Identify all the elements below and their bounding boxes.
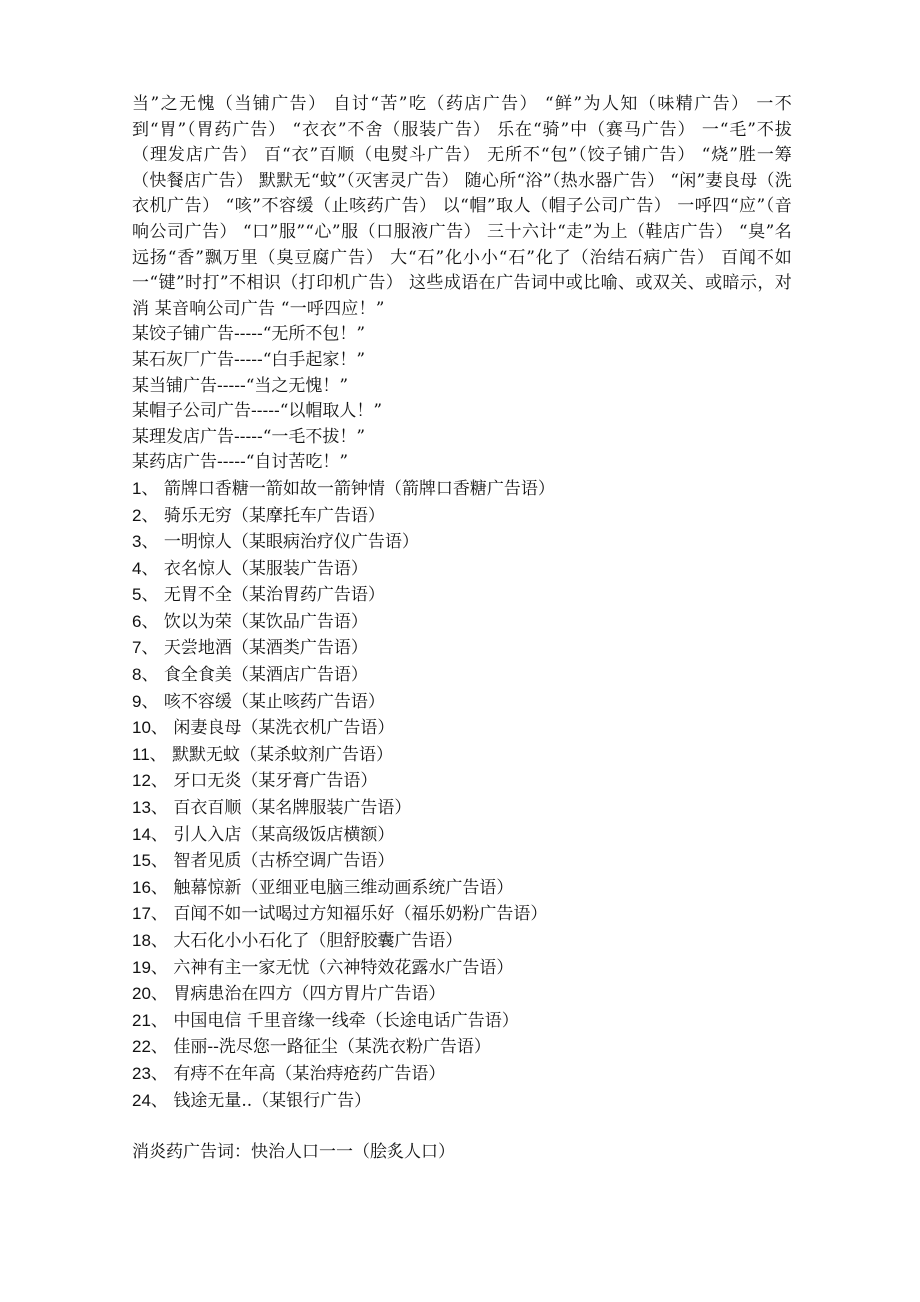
item-text: 百衣百顺（某名牌服装广告语） xyxy=(173,798,412,819)
item-number: 18 xyxy=(132,931,151,950)
item-text: 引人入店（某高级饭店横额） xyxy=(173,824,395,845)
numbered-item xyxy=(132,715,792,742)
item-text: 六神有主一家无忧（六神特效花露水广告语） xyxy=(173,957,514,978)
numbered-item xyxy=(132,609,792,636)
item-number: 2 xyxy=(132,505,142,525)
numbered-item xyxy=(132,795,792,822)
numbered-item xyxy=(132,476,792,503)
shop-slogan: 某当铺广告-----“当之无愧！” xyxy=(132,375,349,396)
item-separator: 、 xyxy=(150,771,174,792)
numbered-item xyxy=(132,1034,792,1061)
item-number: 21 xyxy=(132,1010,151,1030)
item-number: 5 xyxy=(132,585,142,605)
item-text: 牙口无炎（某牙膏广告语） xyxy=(173,771,378,792)
item-separator: 、 xyxy=(150,718,174,739)
item-number: 1 xyxy=(132,478,142,498)
blank-line xyxy=(132,1114,792,1140)
numbered-item xyxy=(132,582,792,609)
shop-slogan: 某药店广告-----“自讨苦吃！” xyxy=(132,452,349,473)
shop-slogan: 某理发店广告-----“一毛不拔！” xyxy=(132,426,366,447)
item-number: 16 xyxy=(132,877,151,897)
numbered-item xyxy=(132,848,792,875)
item-separator: 、 xyxy=(141,691,164,712)
shop-slogan: 某石灰厂广告-----“白手起家！” xyxy=(132,349,366,370)
shop-slogan: 某帽子公司广告-----“以帽取人！” xyxy=(132,401,383,422)
item-number: 10 xyxy=(132,718,151,738)
numbered-item xyxy=(132,981,792,1008)
item-separator: 、 xyxy=(150,1090,174,1111)
document-body xyxy=(132,92,792,1165)
numbered-slogan-list xyxy=(132,476,792,1114)
item-number: 7 xyxy=(132,638,142,658)
item-separator: 、 xyxy=(141,558,164,579)
item-separator: 、 xyxy=(150,877,174,898)
numbered-item xyxy=(132,689,792,716)
item-number: 15 xyxy=(132,851,151,871)
item-text: 无胃不全（某治胃药广告语） xyxy=(163,585,385,606)
item-text: 触幕惊新（亚细亚电脑三维动画系统广告语） xyxy=(173,877,514,898)
numbered-item xyxy=(132,928,792,955)
item-number: 24 xyxy=(132,1090,151,1110)
numbered-item xyxy=(132,875,792,902)
item-number: 14 xyxy=(132,824,151,844)
numbered-item xyxy=(132,1088,792,1115)
item-separator: 、 xyxy=(150,824,174,845)
item-text: 食全食美（某酒店广告语） xyxy=(163,665,368,686)
item-number: 22 xyxy=(132,1037,151,1057)
item-text: 胃病患治在四方（四方胃片广告语） xyxy=(173,984,446,1005)
item-separator: 、 xyxy=(141,585,164,606)
item-separator: 、 xyxy=(150,1010,174,1031)
item-separator: 、 xyxy=(141,638,164,659)
numbered-item xyxy=(132,1061,792,1088)
numbered-item xyxy=(132,955,792,982)
item-text: 钱途无量..（某银行广告） xyxy=(173,1090,372,1111)
numbered-item xyxy=(132,1008,792,1035)
item-number: 20 xyxy=(132,984,151,1004)
item-number: 19 xyxy=(132,957,151,977)
item-text: 佳丽--洗尽您一路征尘（某洗衣粉广告语） xyxy=(173,1037,491,1058)
numbered-item xyxy=(132,662,792,689)
item-number: 13 xyxy=(132,798,151,818)
numbered-item xyxy=(132,822,792,849)
item-text: 百闻不如一试喝过方知福乐好（福乐奶粉广告语） xyxy=(173,904,548,925)
item-text: 默默无蚊（某杀蚊剂广告语） xyxy=(172,744,394,765)
item-number: 23 xyxy=(132,1063,151,1083)
item-text: 有痔不在年高（某治痔疮药广告语） xyxy=(173,1063,446,1084)
numbered-item xyxy=(132,503,792,530)
item-separator: 、 xyxy=(150,984,174,1005)
item-separator: 、 xyxy=(150,798,174,819)
item-separator: 、 xyxy=(149,744,173,765)
item-separator: 、 xyxy=(141,505,164,526)
item-separator: 、 xyxy=(150,931,174,951)
intro-paragraph: 当”之无愧（当铺广告） 自讨“苦”吃（药店广告） “鲜”为人知（味精广告） 一不到“胃”（胃药广告） “衣衣”不舍（服装广告） 乐在“骑”中（赛马广告） 一“毛”不拔（理发店广告） 百“衣”百顺（电熨斗广告） 无所不“包”（饺子铺广告） “烧”胜一筹（快餐店广告） 默默无“蚊”（灭害灵广告） 随心所“浴”（热水器广告） “闲”妻良母（洗衣机广告） “咳”不容缓（止咳药广告） 以“帽”取人（帽子公司广告） 一呼四“应”（音响公司广告） “口”服”“心”服（口服液广告） 三十六计“走”为上（鞋店广告） “臭”名远扬“香”飘万里（臭豆腐广告） 大“石”化小小“石”化了（治结石病广告） 百闻不如一“键”时打”不相识（打印机广告） 这些成语在广告词中或比喻、或双关、或暗示，对消 某音响公司广告 “一呼四应！” xyxy=(132,94,792,319)
item-number: 17 xyxy=(132,904,151,924)
item-text: 大石化小小石化了（胆舒胶囊广告语） xyxy=(173,931,463,951)
item-text: 一明惊人（某眼病治疗仪广告语） xyxy=(163,532,419,553)
item-separator: 、 xyxy=(150,904,174,925)
shop-slogan-list xyxy=(132,322,792,476)
item-number: 4 xyxy=(132,558,142,578)
item-separator: 、 xyxy=(141,532,164,553)
item-separator: 、 xyxy=(141,611,164,632)
item-text: 咳不容缓（某止咳药广告语） xyxy=(163,691,385,712)
item-number: 3 xyxy=(132,532,142,552)
item-number: 12 xyxy=(132,771,151,791)
item-number: 6 xyxy=(132,611,142,631)
item-text: 骑乐无穷（某摩托车广告语） xyxy=(163,505,385,526)
item-number: 9 xyxy=(132,691,142,711)
item-separator: 、 xyxy=(150,1037,174,1058)
numbered-item xyxy=(132,742,792,769)
item-separator: 、 xyxy=(150,851,174,872)
item-text: 智者见质（古桥空调广告语） xyxy=(173,851,395,872)
numbered-item xyxy=(132,635,792,662)
numbered-item xyxy=(132,901,792,928)
item-separator: 、 xyxy=(150,957,174,978)
numbered-item xyxy=(132,556,792,583)
numbered-item xyxy=(132,768,792,795)
item-text: 中国电信 千里音缘一线牵（长途电话广告语） xyxy=(173,1010,519,1031)
item-number: 11 xyxy=(132,744,150,764)
item-text: 闲妻良母（某洗衣机广告语） xyxy=(173,718,395,739)
item-text: 饮以为荣（某饮品广告语） xyxy=(163,611,368,632)
item-text: 箭牌口香糖一箭如故一箭钟情（箭牌口香糖广告语） xyxy=(163,478,555,499)
item-separator: 、 xyxy=(141,478,164,499)
item-text: 衣名惊人（某服装广告语） xyxy=(163,558,368,579)
closing-line: 消炎药广告词：快治人口一一（脍炙人口） xyxy=(132,1141,455,1162)
item-separator: 、 xyxy=(141,665,164,686)
item-number: 8 xyxy=(132,665,142,685)
shop-slogan: 某饺子铺广告-----“无所不包！” xyxy=(132,324,366,345)
numbered-item xyxy=(132,529,792,556)
item-text: 天尝地酒（某酒类广告语） xyxy=(163,638,368,659)
item-separator: 、 xyxy=(150,1063,174,1084)
